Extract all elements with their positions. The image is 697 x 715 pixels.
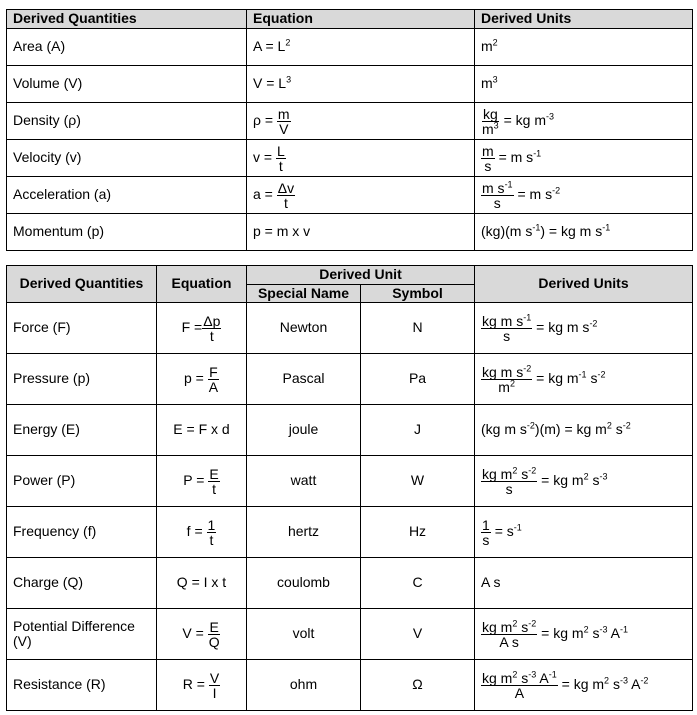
symbol-cell: C: [361, 558, 475, 609]
equation-cell: F = $\frac{\Delta p}{t}$: [157, 303, 247, 354]
header-derived-units: Derived Units: [475, 10, 693, 29]
quantity-cell: Charge (Q): [7, 558, 157, 609]
quantity-cell: Volume (V): [7, 66, 247, 103]
quantity-cell: Area (A): [7, 29, 247, 66]
quantity-cell: Energy (E): [7, 405, 157, 456]
table-row: [7, 177, 693, 214]
unit-cell: $\frac{kg m^2 s^{-3} A^{-1}}{A}$ = kg $m^2$ $s^{-3}$ $A^{-2}$: [475, 660, 693, 711]
special-name-cell: ohm: [247, 660, 361, 711]
equation-cell: $A = L^2$: [247, 29, 475, 66]
special-name-cell: volt: [247, 609, 361, 660]
unit-cell: $\frac{kg m^2 s^{-2}}{s}$ = kg $m^2$ $s^{-3}$: [475, 456, 693, 507]
symbol-cell: W: [361, 456, 475, 507]
symbol-cell: J: [361, 405, 475, 456]
header-derived-quantities: Derived Quantities: [7, 266, 157, 303]
unit-cell: (kg)(m $s^{-1}$) = kg m $s^{-1}$: [475, 214, 693, 251]
quantity-cell: Resistance (R): [7, 660, 157, 711]
unit-cell: $\frac{kg m^2 s^{-2}}{\text{A s}}$ = kg $m^2$ $s^{-3}$ $A^{-1}$: [475, 609, 693, 660]
quantity-cell: Acceleration (a): [7, 177, 247, 214]
unit-cell: $\frac{kg m s^{-2}}{m^2}$ = kg $m^{-1}$ $s^{-2}$: [475, 354, 693, 405]
equation-cell: a = $\frac{\Delta v}{t}$: [247, 177, 475, 214]
derived-quantities-table-2: [6, 265, 693, 711]
unit-cell: (kg m $s^{-2})(m)$ = kg $m^2$ $s^{-2}$: [475, 405, 693, 456]
quantity-cell: Potential Difference (V): [7, 609, 157, 660]
symbol-cell: Ω: [361, 660, 475, 711]
table-row: [7, 29, 693, 66]
quantity-cell: Force (F): [7, 303, 157, 354]
unit-cell: $\frac{kg}{m^3}$ = kg $m^{-3}$: [475, 103, 693, 140]
special-name-cell: Pascal: [247, 354, 361, 405]
special-name-cell: Newton: [247, 303, 361, 354]
derived-quantities-table-1: [6, 9, 693, 251]
unit-cell: $\frac{kg m s^{-1}}{s}$ = kg m $s^{-2}$: [475, 303, 693, 354]
unit-cell: $\frac{m s^{-1}}{s}$ = m $s^{-2}$: [475, 177, 693, 214]
equation-cell: E = F x d: [157, 405, 247, 456]
quantity-cell: Pressure (p): [7, 354, 157, 405]
table-row: [7, 558, 693, 609]
equation-cell: Q = I x t: [157, 558, 247, 609]
header-derived-units: Derived Units: [475, 266, 693, 303]
special-name-cell: watt: [247, 456, 361, 507]
unit-cell: A s: [475, 558, 693, 609]
table-row: [7, 140, 693, 177]
table-row: [7, 354, 693, 405]
table-header-row: [7, 266, 693, 285]
symbol-cell: Hz: [361, 507, 475, 558]
table-row: [7, 507, 693, 558]
equation-cell: p = m x v: [247, 214, 475, 251]
equation-cell: R = $\frac{V}{I}$: [157, 660, 247, 711]
header-derived-quantities: Derived Quantities: [7, 10, 247, 29]
symbol-cell: N: [361, 303, 475, 354]
quantity-cell: Power (P): [7, 456, 157, 507]
header-special-name: Special Name: [247, 284, 361, 303]
equation-cell: ρ = $\frac{m}{V}$: [247, 103, 475, 140]
equation-cell: p = $\frac{F}{A}$: [157, 354, 247, 405]
table-row: [7, 303, 693, 354]
header-equation: Equation: [247, 10, 475, 29]
table-row: [7, 660, 693, 711]
equation-cell: P = $\frac{E}{t}$: [157, 456, 247, 507]
table-row: [7, 456, 693, 507]
header-symbol: Symbol: [361, 284, 475, 303]
symbol-cell: Pa: [361, 354, 475, 405]
equation-cell: V = $\frac{E}{Q}$: [157, 609, 247, 660]
quantity-cell: Momentum (p): [7, 214, 247, 251]
special-name-cell: coulomb: [247, 558, 361, 609]
table-header-row: [7, 10, 693, 29]
table-row: [7, 103, 693, 140]
unit-cell: $\frac{1}{s}$ = $s^{-1}$: [475, 507, 693, 558]
table-row: [7, 609, 693, 660]
symbol-cell: V: [361, 609, 475, 660]
unit-cell: $m^2$: [475, 29, 693, 66]
equation-cell: f = $\frac{1}{t}$: [157, 507, 247, 558]
equation-cell: v = $\frac{L}{t}$: [247, 140, 475, 177]
table-row: [7, 66, 693, 103]
table-row: [7, 214, 693, 251]
unit-cell: $\frac{m}{s}$ = m $s^{-1}$: [475, 140, 693, 177]
table-row: [7, 405, 693, 456]
header-derived-unit: Derived Unit: [247, 266, 475, 285]
unit-cell: $m^3$: [475, 66, 693, 103]
special-name-cell: hertz: [247, 507, 361, 558]
special-name-cell: joule: [247, 405, 361, 456]
header-equation: Equation: [157, 266, 247, 303]
equation-cell: $V = L^3$: [247, 66, 475, 103]
quantity-cell: Frequency (f): [7, 507, 157, 558]
quantity-cell: Velocity (v): [7, 140, 247, 177]
quantity-cell: Density (ρ): [7, 103, 247, 140]
